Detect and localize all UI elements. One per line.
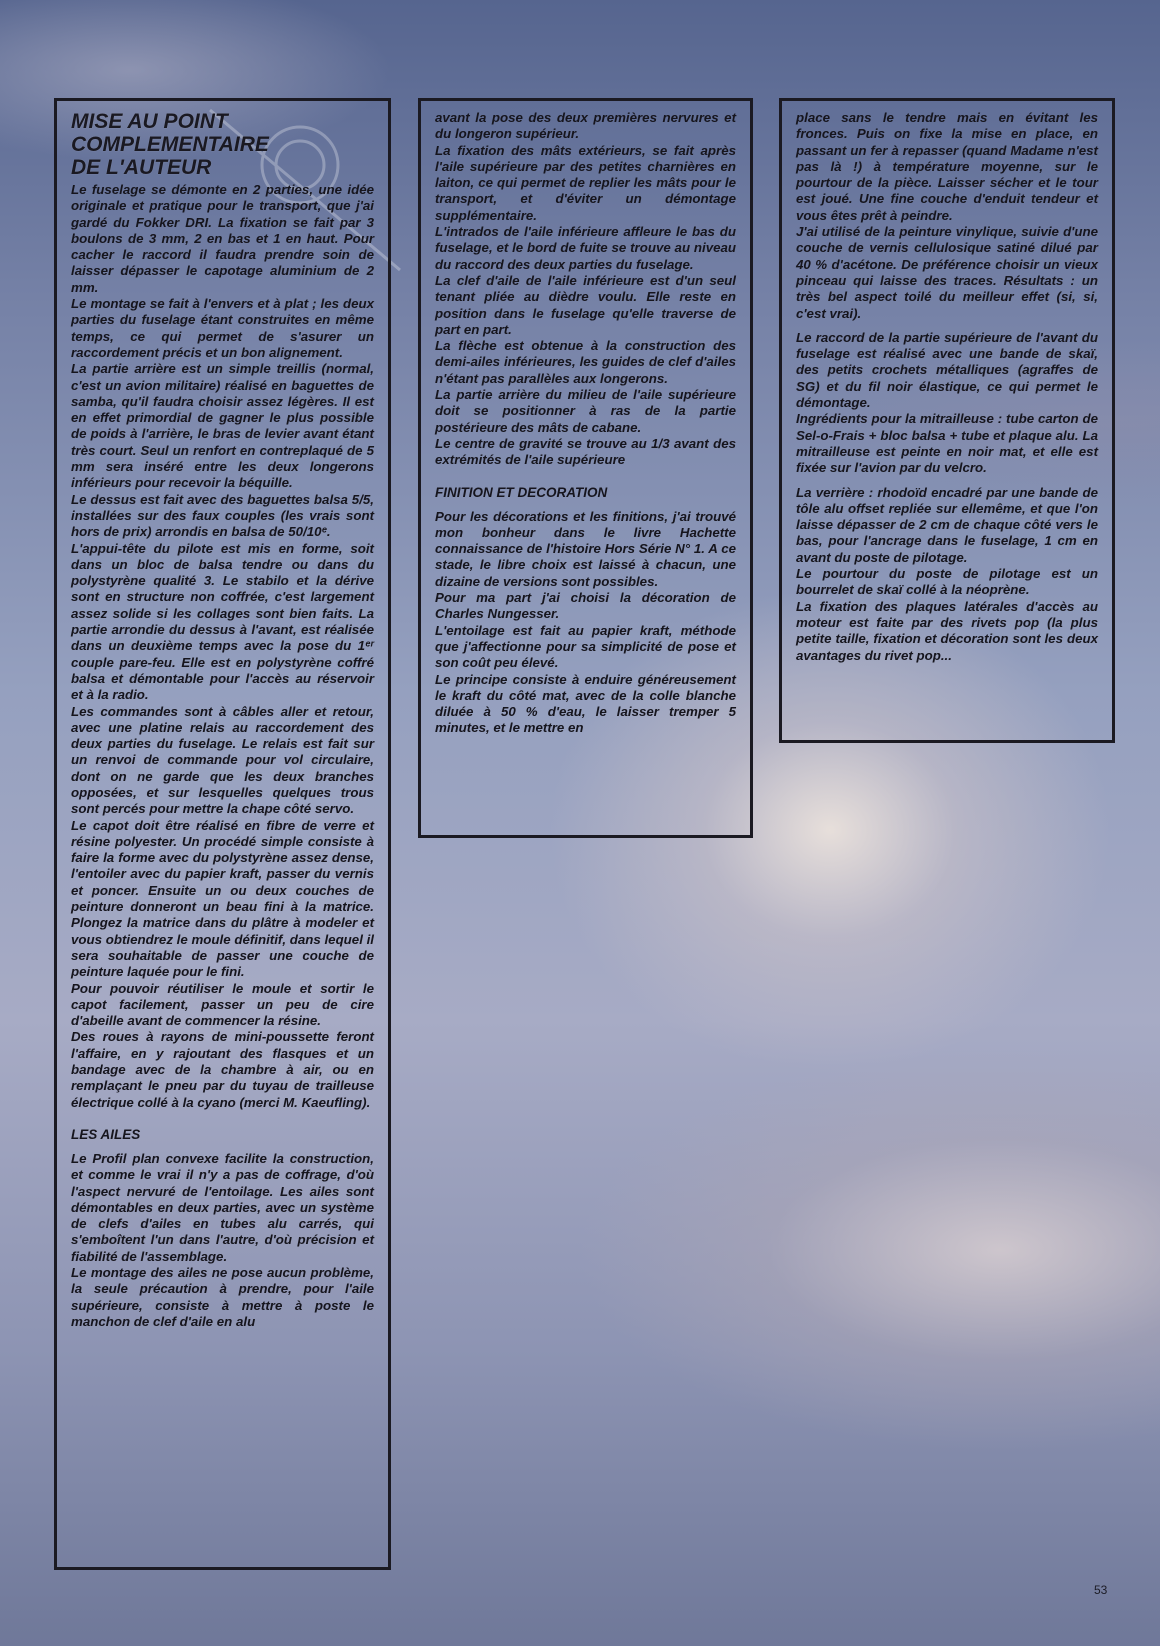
paragraph: Le capot doit être réalisé en fibre de verre et résine polyester. Un procédé simple consiste à faire la forme avec du polystyrène assez dense, l'entoiler avec du papier kraft, passer du vernis et poncer. Ensuite un ou deux couches de peinture donneront un beau fini à la matrice. Plongez la matrice dans du plâtre à modeler et vous obtiendrez le moule définitif, dans lequel il sera souhaitable de passer une couche de peinture laquée pour le fini. — [71, 817, 374, 980]
paragraph: Ingrédients pour la mitrailleuse : tube carton de Sel-o-Frais + bloc balsa + tube et plaque alu. La mitrailleuse est peinte en noir mat, et elle est fixée sur l'avion par du velcro. — [796, 411, 1098, 476]
section-heading-ailes: LES AILES — [71, 1126, 141, 1142]
title-line: MISE AU POINT — [71, 110, 228, 133]
paragraph: La partie arrière du milieu de l'aile supérieure doit se positionner à ras de la partie postérieure des mâts de cabane. — [435, 387, 736, 435]
paragraph: La fixation des plaques latérales d'accès au moteur est faite par des rivets pop (la plus petite taille, fixation et décoration sont les deux avantages du rivet pop... — [796, 598, 1098, 663]
paragraph: Pour ma part j'ai choisi la décoration de Charles Nungesser. — [435, 590, 736, 622]
article-column-3 — [779, 98, 1115, 743]
paragraph: Les commandes sont à câbles aller et retour, avec une platine relais au raccordement des deux parties du fuselage. Le relais est fait sur un renvoi de commande pour vol circulaire, dont on ne garde que les deux branches opposées, et sur lesquelles quelques trous sont percés pour mettre la chape côté servo. — [71, 703, 374, 817]
paragraph: La flèche est obtenue à la construction des demi-ailes inférieures, les guides de clef d'ailes n'étant pas parallèles aux longerons. — [435, 338, 736, 386]
title-line: COMPLEMENTAIRE — [71, 133, 269, 156]
paragraph: L'entoilage est fait au papier kraft, méthode que j'affectionne pour sa simplicité de pose et son coût peu élevé. — [435, 622, 736, 671]
paragraph: Le dessus est fait avec des baguettes balsa 5/5, installées sur des faux couples (les vrais sont hors de prix) arrondis en balsa de 50/10ᵉ. — [71, 491, 374, 540]
paragraph: Pour pouvoir réutiliser le moule et sortir le capot facilement, passer un peu de cire d'abeille avant de commencer la résine. — [71, 980, 374, 1029]
paragraph: avant la pose des deux premières nervures et du longeron supérieur. — [435, 110, 736, 142]
paragraph: La fixation des mâts extérieurs, se fait après l'aile supérieure par des petites charnières en laiton, ce qui permet de replier les mâts pour le transport, et d'éviter un démontage supplémentaire. — [435, 142, 736, 223]
paragraph: Le raccord de la partie supérieure de l'avant du fuselage est réalisé avec une bande de skaï, des petits crochets métalliques (agraffes de SG) et du fil noir élastique, ce qui permet le démontage. — [796, 329, 1098, 411]
article-column-1 — [54, 98, 391, 1570]
paragraph: Le fuselage se démonte en 2 parties, une idée originale et pratique pour le transport, que j'ai gardé du Fokker DRI. La fixation se fait par 3 boulons de 3 mm, 2 en bas et 1 en haut. Pour cacher le raccord il faudra prendre soin de laisser dépasser le capotage aluminium de 2 mm. — [71, 182, 374, 295]
paragraph: J'ai utilisé de la peinture vinylique, suivie d'une couche de vernis cellulosique satiné dilué par 40 % d'acétone. De préférence choisir un vieux pinceau qui laisse des traces. Résultats : un très bel aspect toilé du meilleur effet (si, si, c'est vrai). — [796, 224, 1098, 321]
paragraph: La clef d'aile de l'aile inférieure est d'un seul tenant pliée au dièdre voulu. Elle reste en position dans le fuselage qu'elle traverse de part en part. — [435, 272, 736, 337]
paragraph: La verrière : rhodoïd encadré par une bande de tôle alu offset repliée sur ellemême, et que l'on laisse dépasser de 2 cm de chaque côté vers le bas, pour l'ancrage dans le fuselage, 1 cm en avant du poste de pilotage. — [796, 484, 1098, 565]
page-number: 53 — [1094, 1583, 1108, 1597]
paragraph: Le centre de gravité se trouve au 1/3 avant des extrémités de l'aile supérieure — [435, 435, 736, 468]
title-line: DE L'AUTEUR — [71, 156, 212, 179]
section-heading-finition: FINITION ET DECORATION — [435, 484, 608, 500]
paragraph: Le principe consiste à enduire généreusement le kraft du côté mat, avec de la colle blanche diluée à 50 % d'eau, le laisser tremper 5 minutes, et le mettre en — [435, 671, 736, 736]
paragraph: Le montage se fait à l'envers et à plat ; les deux parties du fuselage étant construites en même temps, ce qui permet de s'asurer un raccordement précis et un bon alignement. — [71, 296, 374, 360]
paragraph: Des roues à rayons de mini-poussette feront l'affaire, en y rajoutant des flasques et un bandage avec de la chambre à air, ou en remplaçant le pneu par du tuyau de trailleuse électrique collé à la cyano (merci M. Kaeufling). — [71, 1029, 374, 1110]
paragraph: place sans le tendre mais en évitant les fronces. Puis on fixe la mise en place, en passant un fer à repasser (quand Madame n'est pas là !) à température moyenne, sur le pourtour de la pièce. Laisser sécher et le tour est joué. Une fine couche d'enduit tendeur et vous êtes prêt à peindre. — [796, 110, 1098, 223]
paragraph: Le pourtour du poste de pilotage est un bourrelet de skaï collé à la néoprène. — [796, 566, 1098, 598]
paragraph: Pour les décorations et les finitions, j'ai trouvé mon bonheur dans le livre Hachette connaissance de l'histoire Hors Série N° 1. A ce stade, le libre choix est laissé à chacun, une dizaine de versions sont possibles. — [435, 508, 736, 589]
paragraph: L'appui-tête du pilote est mis en forme, soit dans un bloc de balsa tendre ou dans du polystyrène qualité 3. Le stabilo et la dérive sont en structure non coffrée, c'est largement assez solide si les collages sont bien faits. La partie arrondie du dessus à l'avant, est réalisée dans un deuxième temps avec la pose du 1ᵉʳ couple pare-feu. Elle est en polystyrène coffré balsa et démontable pour l'accès au réservoir et à la radio. — [71, 540, 374, 703]
article-column-2 — [418, 98, 753, 838]
article-title — [71, 110, 374, 179]
paragraph: La partie arrière est un simple treillis (normal, c'est un avion militaire) réalisé en baguettes de samba, qu'il faudra choisir assez légères. Il est en effet primordial de gagner le plus possible de poids à l'arrière, le bras de levier avant étant très court. Seul un renfort en contreplaqué de 5 mm sera inséré entre les deux longerons inférieurs pour recevoir la béquille. — [71, 361, 374, 491]
paragraph: L'intrados de l'aile inférieure affleure le bas du fuselage, et le bord de fuite se trouve au niveau du raccord des deux parties du fuselage. — [435, 224, 736, 272]
paragraph: Le Profil plan convexe facilite la construction, et comme le vrai il n'y a pas de coffrage, d'où l'aspect nervuré de l'entoilage. Les ailes sont démontables en deux parties, avec un système de clefs d'ailes en tubes alu carrés, qui s'emboîtent l'un dans l'autre, d'où précision et fiabilité de l'assemblage. — [71, 1150, 374, 1264]
paragraph: Le montage des ailes ne pose aucun problème, la seule précaution à prendre, pour l'aile supérieure, consiste à mettre à poste le manchon de clef d'aile en alu — [71, 1265, 374, 1329]
